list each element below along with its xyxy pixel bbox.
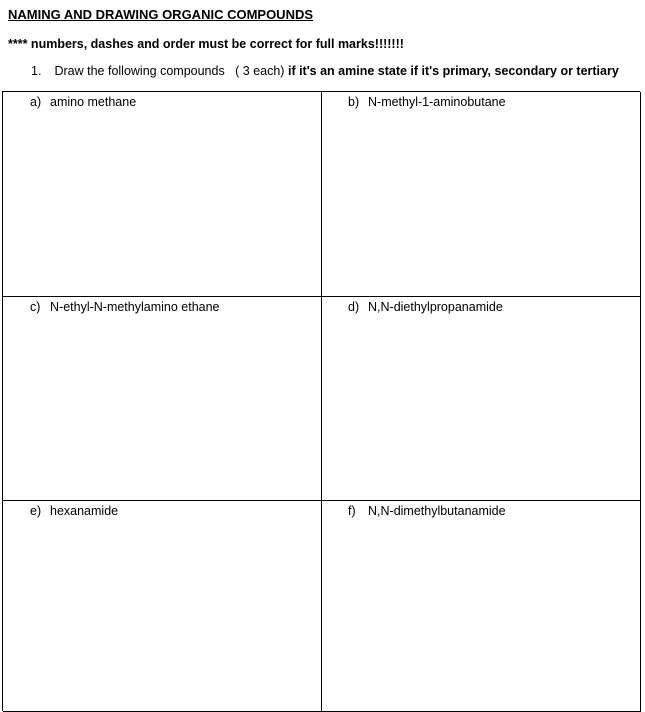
compound-letter: f) [348,504,356,518]
compound-name: N-ethyl-N-methylamino ethane [50,300,220,314]
answer-grid [2,91,640,711]
answer-box-b[interactable] [322,92,641,297]
question-text: Draw the following compounds [54,64,225,78]
marking-note: **** numbers, dashes and order must be correct for full marks!!!!!!! [8,37,404,51]
compound-label-b [348,95,506,109]
compound-label-d [348,300,503,314]
answer-box-f[interactable] [322,501,641,712]
answer-box-d[interactable] [322,297,641,501]
compound-name: amino methane [50,95,137,109]
compound-letter: b) [348,95,360,109]
question-number: 1. [31,64,42,78]
compound-name: N,N-dimethylbutanamide [368,504,506,518]
compound-label-c [30,300,220,314]
question-instruction: if it's an amine state if it's primary, secondary or tertiary [287,64,619,78]
compound-name: N,N-diethylpropanamide [368,300,503,314]
compound-label-f [348,504,506,518]
compound-label-e [30,504,118,518]
question-1 [31,64,619,78]
compound-letter: e) [30,504,42,518]
compound-letter: c) [30,300,41,314]
compound-letter: d) [348,300,360,314]
question-marks: ( 3 each) [235,64,285,78]
compound-name: hexanamide [50,504,119,518]
page-title: NAMING AND DRAWING ORGANIC COMPOUNDS [8,7,314,22]
compound-letter: a) [30,95,42,109]
answer-box-a[interactable] [3,92,322,297]
answer-box-c[interactable] [3,297,322,501]
answer-box-e[interactable] [3,501,322,712]
compound-name: N-methyl-1-aminobutane [368,95,506,109]
compound-label-a [30,95,136,109]
